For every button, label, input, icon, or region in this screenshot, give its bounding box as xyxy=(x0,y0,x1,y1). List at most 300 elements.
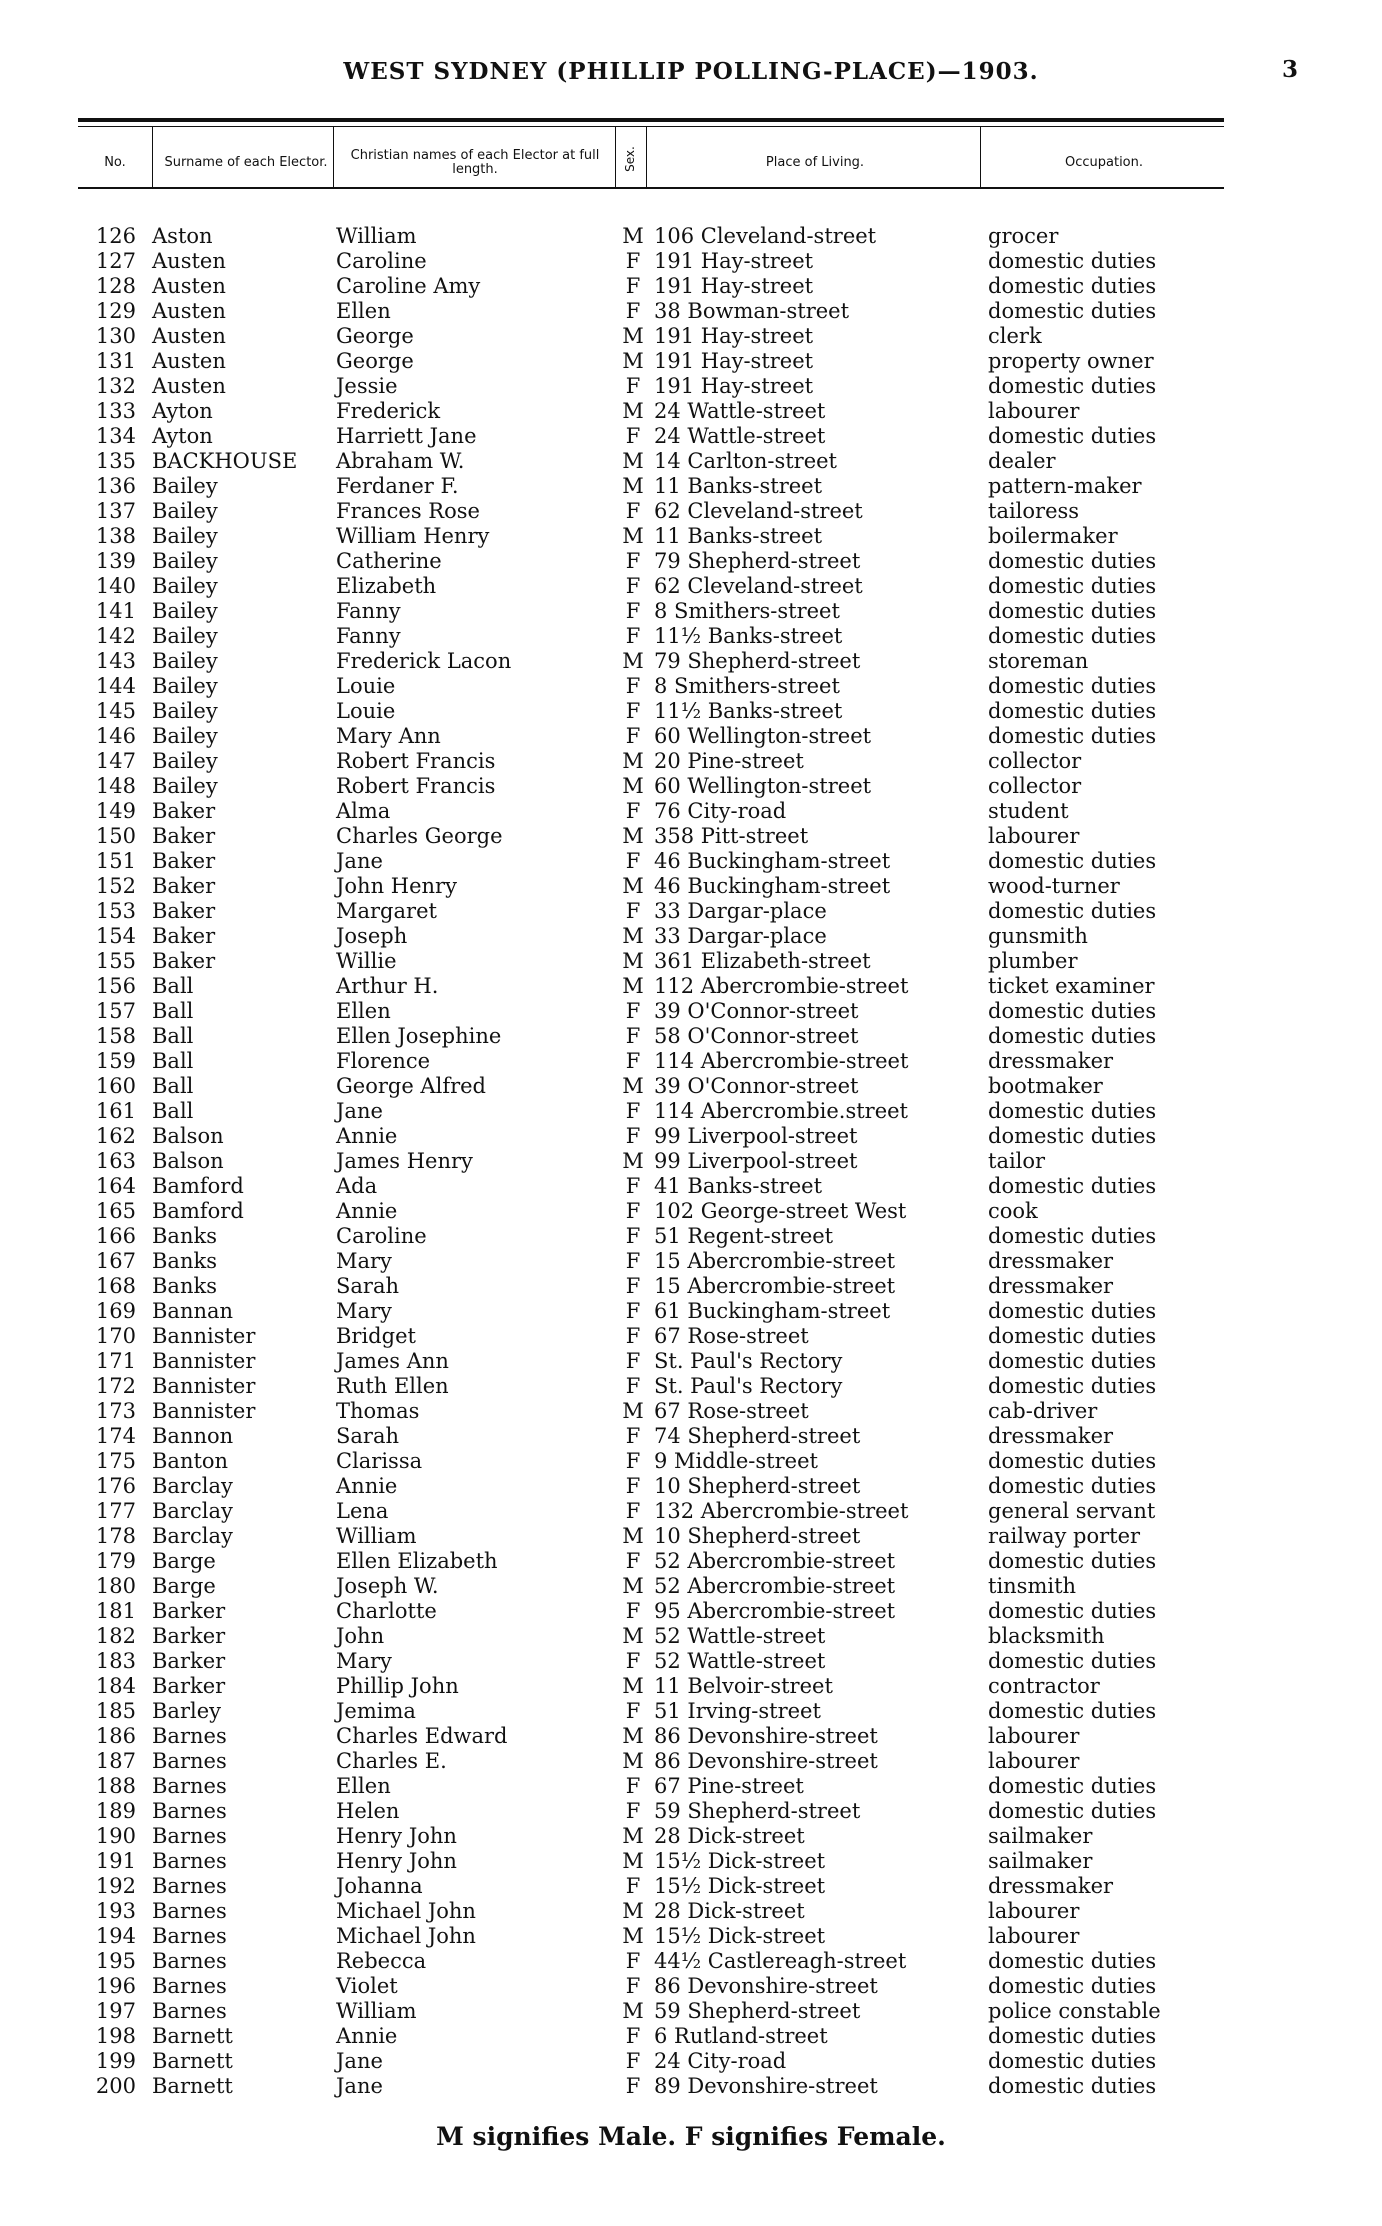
elector-number: 142 xyxy=(95,624,136,648)
elector-surname: Barker xyxy=(152,1649,226,1673)
elector-row xyxy=(78,224,1224,249)
elector-sex: M xyxy=(622,224,644,248)
elector-christian-names: Violet xyxy=(336,1974,398,1998)
elector-christian-names: Abraham W. xyxy=(336,449,465,473)
elector-row xyxy=(78,1499,1224,1524)
elector-row xyxy=(78,1249,1224,1274)
elector-surname: Bailey xyxy=(152,624,218,648)
elector-sex: M xyxy=(622,1399,644,1423)
elector-sex: F xyxy=(625,1174,641,1198)
elector-number: 132 xyxy=(95,374,136,398)
elector-sex: M xyxy=(622,774,644,798)
elector-place-of-living: 20 Pine-street xyxy=(654,749,804,773)
elector-surname: Barnes xyxy=(152,1899,227,1923)
elector-sex: M xyxy=(622,974,644,998)
elector-number: 141 xyxy=(95,599,136,623)
elector-occupation: domestic duties xyxy=(988,999,1157,1023)
elector-row xyxy=(78,449,1224,474)
elector-christian-names: Elizabeth xyxy=(336,574,437,598)
elector-row xyxy=(78,599,1224,624)
elector-christian-names: Ada xyxy=(336,1174,378,1198)
elector-row xyxy=(78,1974,1224,1999)
elector-row xyxy=(78,899,1224,924)
elector-surname: Banks xyxy=(152,1274,217,1298)
elector-sex: M xyxy=(622,399,644,423)
elector-number: 174 xyxy=(95,1424,136,1448)
elector-sex: M xyxy=(622,324,644,348)
elector-place-of-living: 52 Wattle-street xyxy=(654,1624,826,1648)
elector-christian-names: Charles Edward xyxy=(336,1724,508,1748)
elector-surname: Barnes xyxy=(152,1874,227,1898)
elector-christian-names: Jane xyxy=(336,1099,383,1123)
elector-number: 164 xyxy=(95,1174,136,1198)
elector-number: 182 xyxy=(95,1624,136,1648)
elector-surname: Austen xyxy=(152,249,226,273)
elector-place-of-living: 15 Abercrombie-street xyxy=(654,1249,896,1273)
elector-occupation: dealer xyxy=(988,449,1056,473)
elector-number: 167 xyxy=(95,1249,136,1273)
elector-number: 176 xyxy=(95,1474,136,1498)
elector-list xyxy=(78,224,1224,2099)
elector-surname: Ball xyxy=(152,974,194,998)
elector-place-of-living: St. Paul's Rectory xyxy=(654,1349,843,1373)
elector-sex: M xyxy=(622,1624,644,1648)
elector-place-of-living: 9 Middle-street xyxy=(654,1449,818,1473)
elector-christian-names: Henry John xyxy=(336,1849,457,1873)
elector-place-of-living: 39 O'Connor-street xyxy=(654,1074,859,1098)
elector-number: 129 xyxy=(95,299,136,323)
elector-number: 190 xyxy=(95,1824,136,1848)
elector-christian-names: Jane xyxy=(336,2074,383,2098)
elector-place-of-living: 11 Banks-street xyxy=(654,524,823,548)
elector-surname: Ball xyxy=(152,1024,194,1048)
elector-occupation: labourer xyxy=(988,824,1080,848)
elector-christian-names: Michael John xyxy=(336,1924,476,1948)
elector-sex: F xyxy=(625,1949,641,1973)
elector-surname: Barge xyxy=(152,1574,216,1598)
column-divider xyxy=(980,126,981,187)
elector-place-of-living: 79 Shepherd-street xyxy=(654,549,861,573)
elector-occupation: blacksmith xyxy=(988,1624,1105,1648)
elector-number: 181 xyxy=(95,1599,136,1623)
elector-surname: Bamford xyxy=(152,1174,244,1198)
elector-sex: F xyxy=(625,2049,641,2073)
elector-surname: Barnes xyxy=(152,1824,227,1848)
elector-christian-names: Rebecca xyxy=(336,1949,427,1973)
elector-sex: F xyxy=(625,574,641,598)
elector-sex: M xyxy=(622,1924,644,1948)
elector-place-of-living: 58 O'Connor-street xyxy=(654,1024,859,1048)
column-divider xyxy=(152,126,153,187)
elector-sex: F xyxy=(625,1474,641,1498)
elector-place-of-living: 95 Abercrombie-street xyxy=(654,1599,896,1623)
elector-number: 166 xyxy=(95,1224,136,1248)
elector-row xyxy=(78,1299,1224,1324)
elector-surname: Baker xyxy=(152,949,216,973)
elector-place-of-living: 102 George-street West xyxy=(654,1199,907,1223)
elector-christian-names: Mary xyxy=(336,1649,392,1673)
elector-row xyxy=(78,649,1224,674)
elector-christian-names: William xyxy=(336,224,417,248)
elector-place-of-living: 15½ Dick-street xyxy=(654,1874,826,1898)
elector-place-of-living: 89 Devonshire-street xyxy=(654,2074,878,2098)
elector-surname: Barnett xyxy=(152,2049,233,2073)
elector-surname: Baker xyxy=(152,799,216,823)
elector-surname: Barge xyxy=(152,1549,216,1573)
elector-number: 160 xyxy=(95,1074,136,1098)
elector-row xyxy=(78,1524,1224,1549)
elector-place-of-living: 52 Abercrombie-street xyxy=(654,1574,896,1598)
elector-christian-names: Sarah xyxy=(336,1424,399,1448)
elector-row xyxy=(78,1224,1224,1249)
elector-number: 187 xyxy=(95,1749,136,1773)
elector-sex: M xyxy=(622,474,644,498)
elector-christian-names: George xyxy=(336,324,414,348)
elector-sex: F xyxy=(625,1049,641,1073)
elector-place-of-living: 38 Bowman-street xyxy=(654,299,850,323)
elector-occupation: domestic duties xyxy=(988,1599,1157,1623)
elector-row xyxy=(78,1749,1224,1774)
elector-number: 146 xyxy=(95,724,136,748)
elector-christian-names: Jemima xyxy=(336,1699,416,1723)
elector-christian-names: Mary xyxy=(336,1299,392,1323)
elector-row xyxy=(78,749,1224,774)
elector-sex: M xyxy=(622,1824,644,1848)
elector-occupation: tinsmith xyxy=(988,1574,1077,1598)
elector-row xyxy=(78,1674,1224,1699)
elector-row xyxy=(78,324,1224,349)
elector-sex: F xyxy=(625,1349,641,1373)
elector-place-of-living: 191 Hay-street xyxy=(654,324,814,348)
elector-occupation: cab-driver xyxy=(988,1399,1098,1423)
elector-occupation: dressmaker xyxy=(988,1424,1114,1448)
column-divider xyxy=(646,126,647,187)
elector-row xyxy=(78,799,1224,824)
elector-surname: Austen xyxy=(152,324,226,348)
elector-surname: Bannister xyxy=(152,1349,256,1373)
elector-occupation: domestic duties xyxy=(988,1799,1157,1823)
elector-occupation: domestic duties xyxy=(988,724,1157,748)
elector-place-of-living: 61 Buckingham-street xyxy=(654,1299,891,1323)
elector-place-of-living: 79 Shepherd-street xyxy=(654,649,861,673)
elector-occupation: student xyxy=(988,799,1069,823)
elector-row xyxy=(78,1699,1224,1724)
elector-christian-names: Ellen Elizabeth xyxy=(336,1549,498,1573)
elector-number: 149 xyxy=(95,799,136,823)
elector-occupation: domestic duties xyxy=(988,699,1157,723)
elector-place-of-living: 41 Banks-street xyxy=(654,1174,823,1198)
elector-occupation: cook xyxy=(988,1199,1038,1223)
elector-sex: F xyxy=(625,2074,641,2098)
elector-row xyxy=(78,2049,1224,2074)
elector-place-of-living: 62 Cleveland-street xyxy=(654,499,863,523)
elector-number: 163 xyxy=(95,1149,136,1173)
elector-place-of-living: 86 Devonshire-street xyxy=(654,1749,878,1773)
elector-occupation: grocer xyxy=(988,224,1059,248)
elector-sex: F xyxy=(625,1249,641,1273)
column-header-surname: Surname of each Elector. xyxy=(164,155,328,170)
elector-row xyxy=(78,374,1224,399)
elector-christian-names: Jane xyxy=(336,2049,383,2073)
elector-christian-names: Charles George xyxy=(336,824,503,848)
elector-row xyxy=(78,1999,1224,2024)
elector-row xyxy=(78,1074,1224,1099)
elector-place-of-living: 10 Shepherd-street xyxy=(654,1474,861,1498)
elector-christian-names: Bridget xyxy=(336,1324,416,1348)
elector-occupation: domestic duties xyxy=(988,1949,1157,1973)
elector-row xyxy=(78,1149,1224,1174)
elector-christian-names: Michael John xyxy=(336,1899,476,1923)
elector-sex: F xyxy=(625,1124,641,1148)
elector-place-of-living: 74 Shepherd-street xyxy=(654,1424,861,1448)
elector-occupation: dressmaker xyxy=(988,1874,1114,1898)
elector-occupation: clerk xyxy=(988,324,1042,348)
elector-place-of-living: 8 Smithers-street xyxy=(654,599,840,623)
elector-occupation: domestic duties xyxy=(988,424,1157,448)
elector-place-of-living: 114 Abercrombie-street xyxy=(654,1049,909,1073)
elector-place-of-living: 67 Pine-street xyxy=(654,1774,804,1798)
elector-number: 184 xyxy=(95,1674,136,1698)
elector-christian-names: William xyxy=(336,1524,417,1548)
elector-place-of-living: 52 Abercrombie-street xyxy=(654,1549,896,1573)
elector-occupation: domestic duties xyxy=(988,549,1157,573)
elector-sex: F xyxy=(625,799,641,823)
elector-christian-names: Ferdaner F. xyxy=(336,474,459,498)
elector-place-of-living: 191 Hay-street xyxy=(654,249,814,273)
elector-number: 140 xyxy=(95,574,136,598)
elector-number: 152 xyxy=(95,874,136,898)
elector-row xyxy=(78,1474,1224,1499)
elector-row xyxy=(78,524,1224,549)
elector-sex: F xyxy=(625,899,641,923)
elector-sex: F xyxy=(625,849,641,873)
elector-surname: Barker xyxy=(152,1674,226,1698)
elector-surname: Balson xyxy=(152,1124,224,1148)
elector-place-of-living: 191 Hay-street xyxy=(654,274,814,298)
elector-surname: Barnes xyxy=(152,1749,227,1773)
elector-place-of-living: 24 Wattle-street xyxy=(654,424,826,448)
elector-number: 199 xyxy=(95,2049,136,2073)
elector-place-of-living: 51 Regent-street xyxy=(654,1224,834,1248)
elector-occupation: property owner xyxy=(988,349,1154,373)
elector-surname: Ayton xyxy=(152,424,213,448)
elector-occupation: domestic duties xyxy=(988,599,1157,623)
elector-occupation: railway porter xyxy=(988,1524,1141,1548)
elector-occupation: labourer xyxy=(988,1899,1080,1923)
elector-row xyxy=(78,974,1224,999)
elector-row xyxy=(78,1849,1224,1874)
elector-row xyxy=(78,1724,1224,1749)
elector-place-of-living: 33 Dargar-place xyxy=(654,924,827,948)
elector-number: 161 xyxy=(95,1099,136,1123)
elector-occupation: domestic duties xyxy=(988,624,1157,648)
column-header-place: Place of Living. xyxy=(765,155,865,170)
elector-occupation: domestic duties xyxy=(988,1349,1157,1373)
elector-occupation: tailor xyxy=(988,1149,1046,1173)
elector-place-of-living: 60 Wellington-street xyxy=(654,774,872,798)
elector-place-of-living: 60 Wellington-street xyxy=(654,724,872,748)
elector-row xyxy=(78,1649,1224,1674)
elector-occupation: police constable xyxy=(988,1999,1161,2023)
elector-place-of-living: 132 Abercrombie-street xyxy=(654,1499,909,1523)
elector-occupation: domestic duties xyxy=(988,1774,1157,1798)
column-divider xyxy=(333,126,334,187)
elector-surname: Balson xyxy=(152,1149,224,1173)
elector-surname: Barnes xyxy=(152,1799,227,1823)
elector-surname: Bailey xyxy=(152,574,218,598)
elector-number: 183 xyxy=(95,1649,136,1673)
elector-christian-names: Charlotte xyxy=(336,1599,437,1623)
elector-number: 156 xyxy=(95,974,136,998)
elector-sex: M xyxy=(622,1849,644,1873)
elector-place-of-living: 24 City-road xyxy=(654,2049,787,2073)
elector-sex: F xyxy=(625,1324,641,1348)
elector-occupation: domestic duties xyxy=(988,1174,1157,1198)
elector-christian-names: Annie xyxy=(336,1124,398,1148)
elector-occupation: domestic duties xyxy=(988,1549,1157,1573)
elector-sex: M xyxy=(622,1899,644,1923)
elector-surname: Bailey xyxy=(152,474,218,498)
elector-number: 188 xyxy=(95,1774,136,1798)
elector-christian-names: Helen xyxy=(336,1799,400,1823)
elector-christian-names: Arthur H. xyxy=(336,974,439,998)
elector-surname: Austen xyxy=(152,374,226,398)
elector-place-of-living: 33 Dargar-place xyxy=(654,899,827,923)
elector-row xyxy=(78,624,1224,649)
elector-place-of-living: 86 Devonshire-street xyxy=(654,1974,878,1998)
elector-sex: F xyxy=(625,1299,641,1323)
elector-surname: Baker xyxy=(152,899,216,923)
elector-row xyxy=(78,1599,1224,1624)
elector-place-of-living: 99 Liverpool-street xyxy=(654,1149,858,1173)
elector-christian-names: George xyxy=(336,349,414,373)
elector-christian-names: Annie xyxy=(336,1199,398,1223)
elector-place-of-living: 46 Buckingham-street xyxy=(654,849,891,873)
elector-row xyxy=(78,774,1224,799)
elector-surname: Barclay xyxy=(152,1499,233,1523)
elector-place-of-living: 191 Hay-street xyxy=(654,349,814,373)
elector-surname: Austen xyxy=(152,349,226,373)
elector-sex: F xyxy=(625,1799,641,1823)
elector-place-of-living: 67 Rose-street xyxy=(654,1399,809,1423)
elector-row xyxy=(78,1274,1224,1299)
elector-sex: F xyxy=(625,1099,641,1123)
elector-occupation: ticket examiner xyxy=(988,974,1155,998)
elector-place-of-living: 11 Banks-street xyxy=(654,474,823,498)
elector-place-of-living: 114 Abercrombie.street xyxy=(654,1099,908,1123)
elector-surname: Barnes xyxy=(152,1999,227,2023)
elector-row xyxy=(78,924,1224,949)
elector-number: 155 xyxy=(95,949,136,973)
header-rule-thin xyxy=(78,126,1224,127)
elector-place-of-living: 99 Liverpool-street xyxy=(654,1124,858,1148)
elector-surname: Baker xyxy=(152,874,216,898)
elector-number: 178 xyxy=(95,1524,136,1548)
elector-row xyxy=(78,574,1224,599)
elector-number: 189 xyxy=(95,1799,136,1823)
elector-number: 159 xyxy=(95,1049,136,1073)
elector-surname: Bailey xyxy=(152,599,218,623)
elector-occupation: labourer xyxy=(988,1924,1080,1948)
elector-number: 162 xyxy=(95,1124,136,1148)
elector-row xyxy=(78,424,1224,449)
elector-christian-names: Fanny xyxy=(336,599,401,623)
elector-place-of-living: 14 Carlton-street xyxy=(654,449,837,473)
elector-row xyxy=(78,299,1224,324)
elector-row xyxy=(78,1899,1224,1924)
elector-christian-names: Fanny xyxy=(336,624,401,648)
elector-sex: M xyxy=(622,349,644,373)
elector-occupation: domestic duties xyxy=(988,1974,1157,1998)
elector-place-of-living: 8 Smithers-street xyxy=(654,674,840,698)
elector-number: 173 xyxy=(95,1399,136,1423)
elector-number: 147 xyxy=(95,749,136,773)
elector-number: 191 xyxy=(95,1849,136,1873)
elector-row xyxy=(78,2024,1224,2049)
elector-number: 136 xyxy=(95,474,136,498)
elector-sex: M xyxy=(622,649,644,673)
elector-surname: Ball xyxy=(152,1099,194,1123)
elector-christian-names: Mary Ann xyxy=(336,724,441,748)
elector-christian-names: George Alfred xyxy=(336,1074,486,1098)
elector-place-of-living: 44½ Castlereagh-street xyxy=(654,1949,907,1973)
elector-surname: Baker xyxy=(152,824,216,848)
elector-sex: F xyxy=(625,1974,641,1998)
elector-row xyxy=(78,1449,1224,1474)
elector-row xyxy=(78,1424,1224,1449)
elector-sex: F xyxy=(625,724,641,748)
elector-christian-names: Jessie xyxy=(336,374,398,398)
elector-sex: F xyxy=(625,274,641,298)
elector-occupation: domestic duties xyxy=(988,1449,1157,1473)
elector-place-of-living: 106 Cleveland-street xyxy=(654,224,877,248)
elector-number: 198 xyxy=(95,2024,136,2048)
elector-number: 148 xyxy=(95,774,136,798)
elector-occupation: domestic duties xyxy=(988,2024,1157,2048)
elector-christian-names: Frederick Lacon xyxy=(336,649,512,673)
elector-place-of-living: 358 Pitt-street xyxy=(654,824,809,848)
elector-christian-names: Margaret xyxy=(336,899,437,923)
sex-legend: M signifies Male. F signifies Female. xyxy=(436,2122,946,2151)
page-title: WEST SYDNEY (PHILLIP POLLING-PLACE)—1903. xyxy=(343,58,1039,85)
elector-number: 179 xyxy=(95,1549,136,1573)
elector-row xyxy=(78,399,1224,424)
elector-christian-names: Catherine xyxy=(336,549,442,573)
elector-sex: F xyxy=(625,1224,641,1248)
elector-sex: F xyxy=(625,1374,641,1398)
column-header-sex-label: Sex. xyxy=(623,146,637,172)
elector-occupation: sailmaker xyxy=(988,1849,1093,1873)
elector-number: 127 xyxy=(95,249,136,273)
elector-surname: Barker xyxy=(152,1599,226,1623)
elector-row xyxy=(78,999,1224,1024)
elector-place-of-living: 10 Shepherd-street xyxy=(654,1524,861,1548)
elector-row xyxy=(78,1324,1224,1349)
elector-occupation: domestic duties xyxy=(988,849,1157,873)
elector-surname: Bannister xyxy=(152,1324,256,1348)
elector-occupation: boilermaker xyxy=(988,524,1118,548)
elector-place-of-living: 67 Rose-street xyxy=(654,1324,809,1348)
elector-surname: Baker xyxy=(152,849,216,873)
elector-sex: F xyxy=(625,549,641,573)
elector-occupation: labourer xyxy=(988,1749,1080,1773)
elector-occupation: domestic duties xyxy=(988,374,1157,398)
elector-occupation: pattern-maker xyxy=(988,474,1142,498)
elector-row xyxy=(78,1049,1224,1074)
elector-number: 186 xyxy=(95,1724,136,1748)
elector-christian-names: Louie xyxy=(336,674,396,698)
elector-sex: F xyxy=(625,1549,641,1573)
